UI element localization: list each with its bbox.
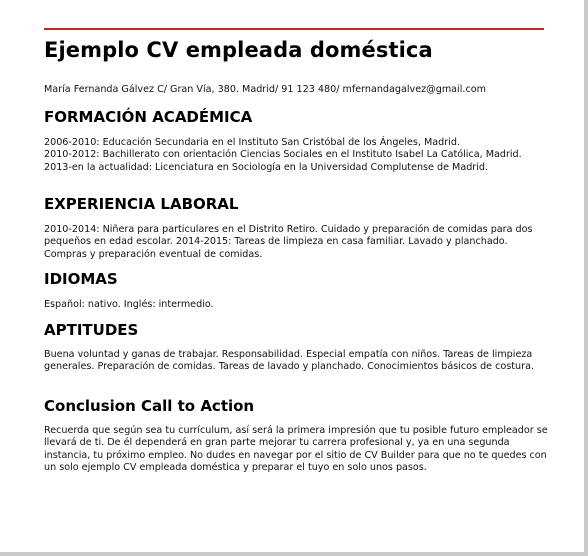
conclusion-text: Recuerda que según sea tu currículum, así será la primera impresión que tu posible futuro empleador se llevará de ti. De él dependerá en gran parte mejorar tu carrera profesional y, ya en una segunda instancia, tu próximo empleo. No dudes en navegar por el sitio de CV Builder para que no te quedes con un solo ejemplo CV empleada doméstica y preparar el tuyo en solo unos pasos. — [44, 425, 548, 474]
contact-info: María Fernanda Gálvez C/ Gran Vía, 380. Madrid/ 91 123 480/ mfernandagalvez@gmail.com — [44, 84, 486, 95]
education-section — [44, 137, 549, 174]
conclusion-heading: Conclusion Call to Action — [44, 397, 255, 415]
experience-heading: EXPERIENCIA LABORAL — [44, 195, 239, 213]
skills-heading: APTITUDES — [44, 321, 139, 339]
education-line: 2010-2012: Bachillerato con orientación Ciencias Sociales en el Instituto Isabel La Católica, Madrid. 2013-en la actualidad: Licenciatura en Sociología en la Universidad Complutense de Madrid. — [44, 149, 522, 173]
page-title: Ejemplo CV empleada doméstica — [44, 38, 433, 62]
experience-text: 2010-2014: Niñera para particulares en el Distrito Retiro. Cuidado y preparación de comidas para dos pequeños en edad escolar. 2014-2015: Tareas de limpieza en casa familiar. Lavado y planchado. Compras y preparación eventual de comidas. — [44, 224, 533, 260]
skills-text: Buena voluntad y ganas de trabajar. Responsabilidad. Especial empatía con niños. Tareas de limpieza generales. Preparación de comidas. Tareas de lavado y planchado. Conocimientos básicos de costura. — [44, 349, 534, 373]
education-line: 2006-2010: Educación Secundaria en el Instituto San Cristóbal de los Ángeles, Madrid. — [44, 137, 460, 148]
languages-text: Español: nativo. Inglés: intermedio. — [44, 299, 214, 310]
title-accent-line — [44, 28, 544, 30]
languages-heading: IDIOMAS — [44, 270, 118, 288]
education-heading: FORMACIÓN ACADÉMICA — [44, 108, 253, 126]
